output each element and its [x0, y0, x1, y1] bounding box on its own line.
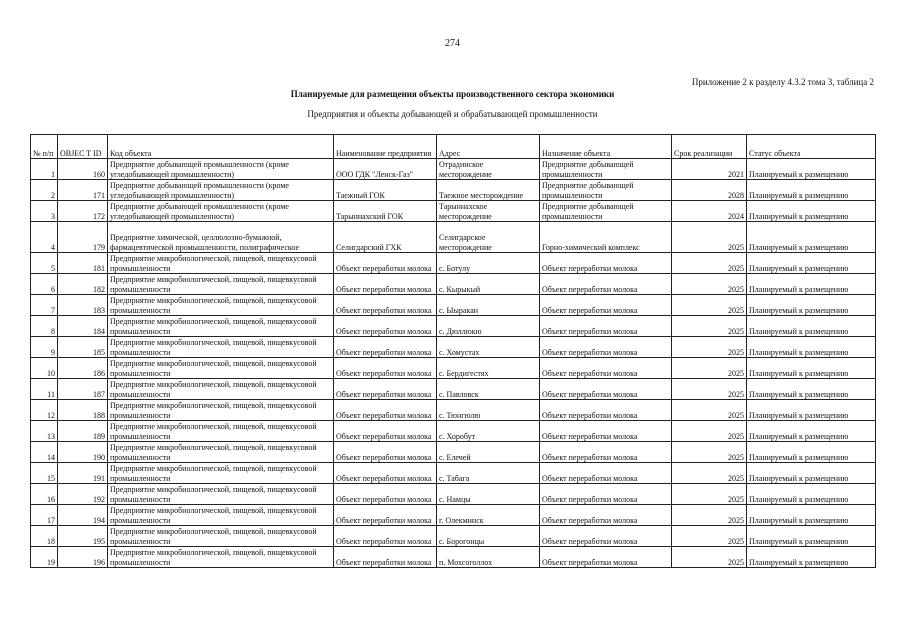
cell-name: Объект переработки молока — [334, 337, 437, 358]
cell-name: Объект переработки молока — [334, 274, 437, 295]
cell-num: 19 — [31, 547, 58, 568]
cell-purpose: Предприятие добывающей промышленности — [540, 180, 672, 201]
cell-deadline: 2025 — [672, 222, 747, 253]
table-row — [31, 547, 876, 568]
cell-status: Планируемый к размещению — [747, 159, 876, 180]
cell-status: Планируемый к размещению — [747, 442, 876, 463]
table-row — [31, 159, 876, 180]
cell-name: Объект переработки молока — [334, 421, 437, 442]
header-deadline: Срок реализации — [672, 135, 747, 159]
cell-status: Планируемый к размещению — [747, 295, 876, 316]
cell-deadline: 2021 — [672, 159, 747, 180]
cell-address: п. Мохсоголлох — [437, 547, 540, 568]
document-title: Планируемые для размещения объекты производственного сектора экономики — [290, 89, 615, 99]
cell-deadline: 2025 — [672, 526, 747, 547]
cell-objectid: 195 — [58, 526, 108, 547]
table-row — [31, 526, 876, 547]
cell-code: Предприятие микробиологической, пищевой, пищевкусовой промышленности — [108, 547, 334, 568]
cell-name: Объект переработки молока — [334, 484, 437, 505]
cell-num: 2 — [31, 180, 58, 201]
cell-deadline: 2025 — [672, 484, 747, 505]
table-row — [31, 505, 876, 526]
cell-status: Планируемый к размещению — [747, 400, 876, 421]
cell-objectid: 183 — [58, 295, 108, 316]
table-row — [31, 400, 876, 421]
cell-name: Объект переработки молока — [334, 316, 437, 337]
cell-name: ООО ГДК "Ленск-Газ" — [334, 159, 437, 180]
cell-name: Объект переработки молока — [334, 442, 437, 463]
cell-num: 18 — [31, 526, 58, 547]
cell-deadline: 2025 — [672, 337, 747, 358]
table-row — [31, 421, 876, 442]
table-row — [31, 358, 876, 379]
cell-num: 11 — [31, 379, 58, 400]
cell-status: Планируемый к размещению — [747, 463, 876, 484]
cell-objectid: 188 — [58, 400, 108, 421]
objects-table — [30, 134, 876, 568]
cell-purpose: Объект переработки молока — [540, 316, 672, 337]
cell-status: Планируемый к размещению — [747, 526, 876, 547]
cell-objectid: 182 — [58, 274, 108, 295]
cell-deadline: 2025 — [672, 463, 747, 484]
cell-purpose: Объект переработки молока — [540, 421, 672, 442]
cell-status: Планируемый к размещению — [747, 180, 876, 201]
table-header-row — [31, 135, 876, 159]
cell-code: Предприятие микробиологической, пищевой, пищевкусовой промышленности — [108, 484, 334, 505]
cell-purpose: Объект переработки молока — [540, 442, 672, 463]
cell-status: Планируемый к размещению — [747, 274, 876, 295]
cell-code: Предприятие микробиологической, пищевой, пищевкусовой промышленности — [108, 295, 334, 316]
cell-objectid: 191 — [58, 463, 108, 484]
cell-deadline: 2028 — [672, 180, 747, 201]
cell-purpose: Объект переработки молока — [540, 484, 672, 505]
header-objectid: OBJEC T ID — [58, 135, 108, 159]
cell-num: 4 — [31, 222, 58, 253]
cell-objectid: 187 — [58, 379, 108, 400]
cell-address: с. Ыыракан — [437, 295, 540, 316]
cell-deadline: 2025 — [672, 547, 747, 568]
cell-status: Планируемый к размещению — [747, 505, 876, 526]
cell-name: Таежный ГОК — [334, 180, 437, 201]
table-row — [31, 274, 876, 295]
cell-code: Предприятие химической, целлюлозно-бумажной, фармацевтической промышленности, полиграфическое — [108, 222, 334, 253]
cell-objectid: 181 — [58, 253, 108, 274]
cell-name: Объект переработки молока — [334, 547, 437, 568]
cell-purpose: Предприятие добывающей промышленности — [540, 159, 672, 180]
cell-deadline: 2025 — [672, 253, 747, 274]
cell-name: Объект переработки молока — [334, 295, 437, 316]
cell-purpose: Объект переработки молока — [540, 253, 672, 274]
cell-num: 8 — [31, 316, 58, 337]
cell-address: с. Дюллюкю — [437, 316, 540, 337]
cell-num: 17 — [31, 505, 58, 526]
cell-name: Тарыннахский ГОК — [334, 201, 437, 222]
cell-code: Предприятие микробиологической, пищевой, пищевкусовой промышленности — [108, 379, 334, 400]
cell-objectid: 184 — [58, 316, 108, 337]
cell-objectid: 186 — [58, 358, 108, 379]
cell-purpose: Предприятие добывающей промышленности — [540, 201, 672, 222]
cell-code: Предприятие микробиологической, пищевой, пищевкусовой промышленности — [108, 316, 334, 337]
cell-address: с. Павловск — [437, 379, 540, 400]
cell-status: Планируемый к размещению — [747, 337, 876, 358]
cell-deadline: 2024 — [672, 201, 747, 222]
cell-code: Предприятие добывающей промышленности (кроме угледобывающей промышленности) — [108, 180, 334, 201]
cell-code: Предприятие микробиологической, пищевой, пищевкусовой промышленности — [108, 526, 334, 547]
cell-deadline: 2025 — [672, 295, 747, 316]
cell-purpose: Горно-химический комплекс — [540, 222, 672, 253]
cell-status: Планируемый к размещению — [747, 253, 876, 274]
cell-code: Предприятие добывающей промышленности (кроме угледобывающей промышленности) — [108, 201, 334, 222]
cell-address: Отрадинское месторождение — [437, 159, 540, 180]
cell-name: Объект переработки молока — [334, 463, 437, 484]
cell-code: Предприятие микробиологической, пищевой, пищевкусовой промышленности — [108, 505, 334, 526]
table-row — [31, 463, 876, 484]
cell-deadline: 2025 — [672, 400, 747, 421]
cell-address: с. Намцы — [437, 484, 540, 505]
cell-address: г. Олекминск — [437, 505, 540, 526]
header-code: Код объекта — [108, 135, 334, 159]
cell-deadline: 2025 — [672, 505, 747, 526]
cell-purpose: Объект переработки молока — [540, 379, 672, 400]
cell-code: Предприятие микробиологической, пищевой, пищевкусовой промышленности — [108, 400, 334, 421]
cell-status: Планируемый к размещению — [747, 379, 876, 400]
cell-deadline: 2025 — [672, 274, 747, 295]
table-row — [31, 442, 876, 463]
cell-name: Объект переработки молока — [334, 505, 437, 526]
cell-purpose: Объект переработки молока — [540, 400, 672, 421]
cell-purpose: Объект переработки молока — [540, 337, 672, 358]
cell-name: Объект переработки молока — [334, 358, 437, 379]
cell-objectid: 192 — [58, 484, 108, 505]
cell-address: с. Тюнгюлю — [437, 400, 540, 421]
table-row — [31, 222, 876, 253]
page-number: 274 — [445, 38, 460, 49]
cell-address: с. Бердигестях — [437, 358, 540, 379]
cell-objectid: 190 — [58, 442, 108, 463]
cell-code: Предприятие добывающей промышленности (кроме угледобывающей промышленности) — [108, 159, 334, 180]
cell-num: 12 — [31, 400, 58, 421]
cell-address: с. Табага — [437, 463, 540, 484]
cell-objectid: 194 — [58, 505, 108, 526]
table-row — [31, 379, 876, 400]
header-name: Наименование предприятия — [334, 135, 437, 159]
cell-code: Предприятие микробиологической, пищевой, пищевкусовой промышленности — [108, 274, 334, 295]
document-subtitle: Предприятия и объекты добывающей и обрабатывающей промышленности — [307, 109, 598, 119]
cell-name: Объект переработки молока — [334, 400, 437, 421]
cell-status: Планируемый к размещению — [747, 316, 876, 337]
table-row — [31, 484, 876, 505]
cell-num: 14 — [31, 442, 58, 463]
cell-num: 5 — [31, 253, 58, 274]
cell-address: Селигдарское месторождение — [437, 222, 540, 253]
cell-purpose: Объект переработки молока — [540, 526, 672, 547]
cell-address: с. Хомустах — [437, 337, 540, 358]
cell-objectid: 189 — [58, 421, 108, 442]
table-row — [31, 295, 876, 316]
appendix-reference: Приложение 2 к разделу 4.3.2 тома 3, таблица 2 — [691, 77, 874, 87]
cell-name: Объект переработки молока — [334, 379, 437, 400]
cell-name: Селигдарский ГХК — [334, 222, 437, 253]
cell-status: Планируемый к размещению — [747, 547, 876, 568]
table-row — [31, 337, 876, 358]
cell-deadline: 2025 — [672, 358, 747, 379]
cell-status: Планируемый к размещению — [747, 484, 876, 505]
cell-deadline: 2025 — [672, 316, 747, 337]
cell-address: Тарыннахское месторождение — [437, 201, 540, 222]
cell-purpose: Объект переработки молока — [540, 547, 672, 568]
cell-code: Предприятие микробиологической, пищевой, пищевкусовой промышленности — [108, 358, 334, 379]
header-purpose: Назначение объекта — [540, 135, 672, 159]
header-status: Статус объекта — [747, 135, 876, 159]
cell-deadline: 2025 — [672, 421, 747, 442]
cell-status: Планируемый к размещению — [747, 421, 876, 442]
cell-address: Таежное месторождение — [437, 180, 540, 201]
cell-address: с. Кырыкый — [437, 274, 540, 295]
cell-objectid: 179 — [58, 222, 108, 253]
cell-status: Планируемый к размещению — [747, 201, 876, 222]
cell-purpose: Объект переработки молока — [540, 463, 672, 484]
cell-num: 3 — [31, 201, 58, 222]
cell-address: с. Ботулу — [437, 253, 540, 274]
table-row — [31, 180, 876, 201]
cell-code: Предприятие микробиологической, пищевой, пищевкусовой промышленности — [108, 253, 334, 274]
cell-num: 9 — [31, 337, 58, 358]
table-row — [31, 253, 876, 274]
cell-num: 6 — [31, 274, 58, 295]
cell-code: Предприятие микробиологической, пищевой, пищевкусовой промышленности — [108, 442, 334, 463]
cell-objectid: 196 — [58, 547, 108, 568]
cell-objectid: 185 — [58, 337, 108, 358]
cell-address: с. Борогонцы — [437, 526, 540, 547]
cell-name: Объект переработки молока — [334, 526, 437, 547]
cell-purpose: Объект переработки молока — [540, 295, 672, 316]
cell-code: Предприятие микробиологической, пищевой, пищевкусовой промышленности — [108, 421, 334, 442]
cell-deadline: 2025 — [672, 379, 747, 400]
cell-purpose: Объект переработки молока — [540, 505, 672, 526]
cell-code: Предприятие микробиологической, пищевой, пищевкусовой промышленности — [108, 337, 334, 358]
table-row — [31, 201, 876, 222]
table-row — [31, 316, 876, 337]
cell-purpose: Объект переработки молока — [540, 274, 672, 295]
cell-num: 1 — [31, 159, 58, 180]
cell-status: Планируемый к размещению — [747, 358, 876, 379]
cell-address: с. Елечей — [437, 442, 540, 463]
cell-num: 7 — [31, 295, 58, 316]
cell-num: 15 — [31, 463, 58, 484]
cell-status: Планируемый к размещению — [747, 222, 876, 253]
cell-purpose: Объект переработки молока — [540, 358, 672, 379]
cell-num: 13 — [31, 421, 58, 442]
cell-objectid: 171 — [58, 180, 108, 201]
header-num: № п/п — [31, 135, 58, 159]
header-address: Адрес — [437, 135, 540, 159]
table-body — [31, 159, 876, 568]
cell-code: Предприятие микробиологической, пищевой, пищевкусовой промышленности — [108, 463, 334, 484]
cell-deadline: 2025 — [672, 442, 747, 463]
cell-num: 10 — [31, 358, 58, 379]
cell-name: Объект переработки молока — [334, 253, 437, 274]
cell-address: с. Хоробут — [437, 421, 540, 442]
cell-objectid: 172 — [58, 201, 108, 222]
cell-objectid: 160 — [58, 159, 108, 180]
cell-num: 16 — [31, 484, 58, 505]
